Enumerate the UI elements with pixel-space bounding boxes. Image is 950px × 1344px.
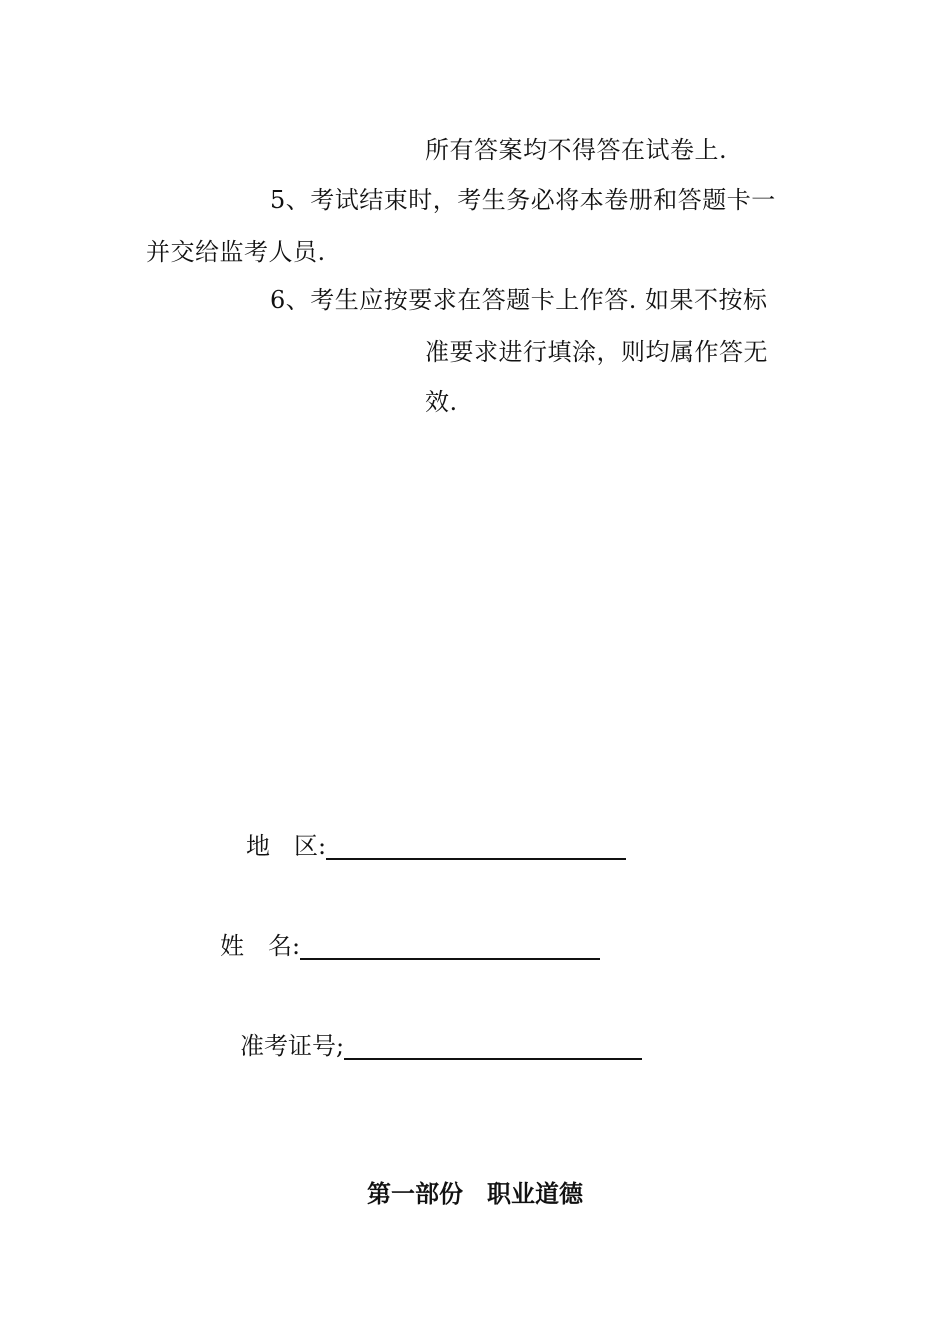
exam-id-field [240, 1032, 642, 1060]
name-label: 姓 名: [220, 932, 301, 960]
exam-id-label: 准考证号; [240, 1032, 345, 1060]
region-blank-line[interactable] [326, 834, 626, 860]
name-field [220, 932, 600, 960]
instruction-item-5-line-1: 5、考试结束时，考生务必将本卷册和答题卡一 [270, 186, 776, 214]
instruction-item-6-line-1: 6、考生应按要求在答题卡上作答. 如果不按标 [270, 286, 768, 314]
instruction-item-5-line-2: 并交给监考人员. [146, 238, 326, 266]
instruction-item-6-line-2: 准要求进行填涂，则均属作答无 [425, 338, 768, 366]
instruction-line-4-continued: 所有答案均不得答在试卷上. [425, 136, 728, 164]
region-label: 地 区: [246, 832, 327, 860]
name-blank-line[interactable] [300, 934, 600, 960]
section-heading: 第一部份 职业道德 [367, 1179, 583, 1208]
instruction-item-6-line-3: 效. [425, 388, 458, 416]
exam-id-blank-line[interactable] [344, 1034, 642, 1060]
region-field [246, 832, 626, 860]
